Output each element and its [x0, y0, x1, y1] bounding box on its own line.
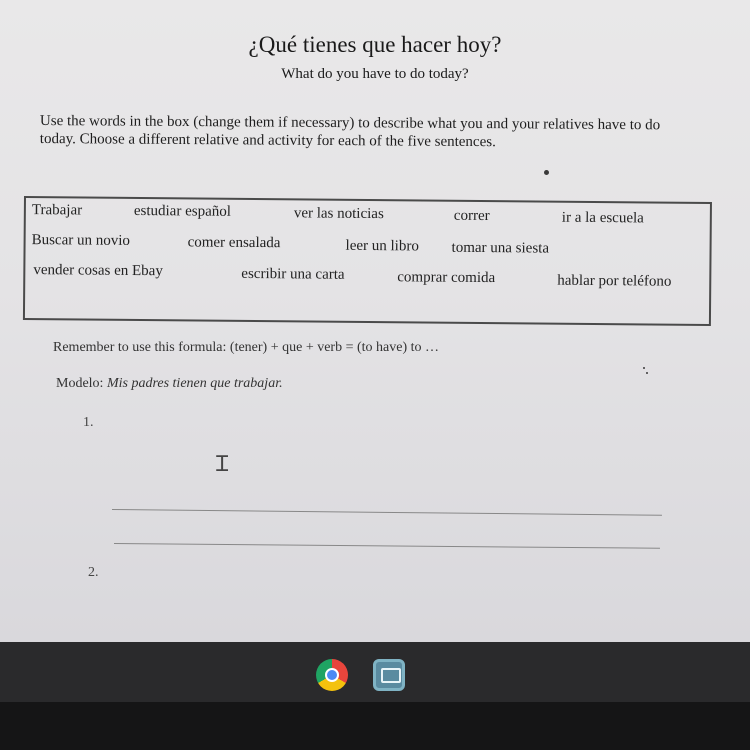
answer-line[interactable]	[114, 543, 660, 549]
item-number-2: 2.	[88, 565, 99, 580]
word-bank-item: tomar una siesta	[451, 239, 550, 257]
word-bank-item: estudiar español	[133, 202, 232, 220]
classroom-app-icon[interactable]	[373, 659, 405, 691]
word-bank-item: ver las noticias	[293, 205, 384, 223]
model-sentence: Mis padres tienen que trabajar.	[106, 376, 283, 391]
item-number-1: 1.	[83, 415, 94, 430]
speck	[643, 367, 645, 369]
word-bank-item: ir a la escuela	[561, 209, 644, 227]
word-bank-item: correr	[453, 207, 490, 225]
word-bank-item: comprar comida	[397, 269, 496, 287]
device-bezel	[0, 702, 750, 750]
text-cursor-icon: Ɪ	[216, 452, 229, 477]
chrome-icon[interactable]	[316, 659, 348, 691]
word-bank-item: Trabajar	[31, 202, 83, 219]
speck	[544, 170, 549, 175]
worksheet-title: ¿Qué tienes que hacer hoy?	[248, 32, 502, 57]
word-bank-item: Buscar un novio	[31, 232, 131, 249]
word-bank-item: vender cosas en Ebay	[33, 262, 163, 280]
word-bank-item: comer ensalada	[187, 234, 281, 252]
speck	[646, 372, 648, 374]
word-bank-box	[23, 196, 712, 326]
word-bank-item: hablar por teléfono	[557, 272, 672, 290]
formula-reminder: Remember to use this formula: (tener) + que + verb = (to have) to …	[53, 340, 440, 355]
word-bank-item: escribir una carta	[241, 265, 345, 283]
answer-line[interactable]	[112, 509, 662, 516]
word-bank-item: leer un libro	[345, 237, 419, 255]
model-label: Modelo:	[56, 376, 104, 391]
model-example	[56, 376, 283, 392]
worksheet-subtitle: What do you have to do today?	[281, 66, 469, 82]
instructions-text: Use the words in the box (change them if necessary) to describe what you and your relatives have to do today. Choose a different relative and activity for each of the five sentences.	[39, 112, 661, 151]
